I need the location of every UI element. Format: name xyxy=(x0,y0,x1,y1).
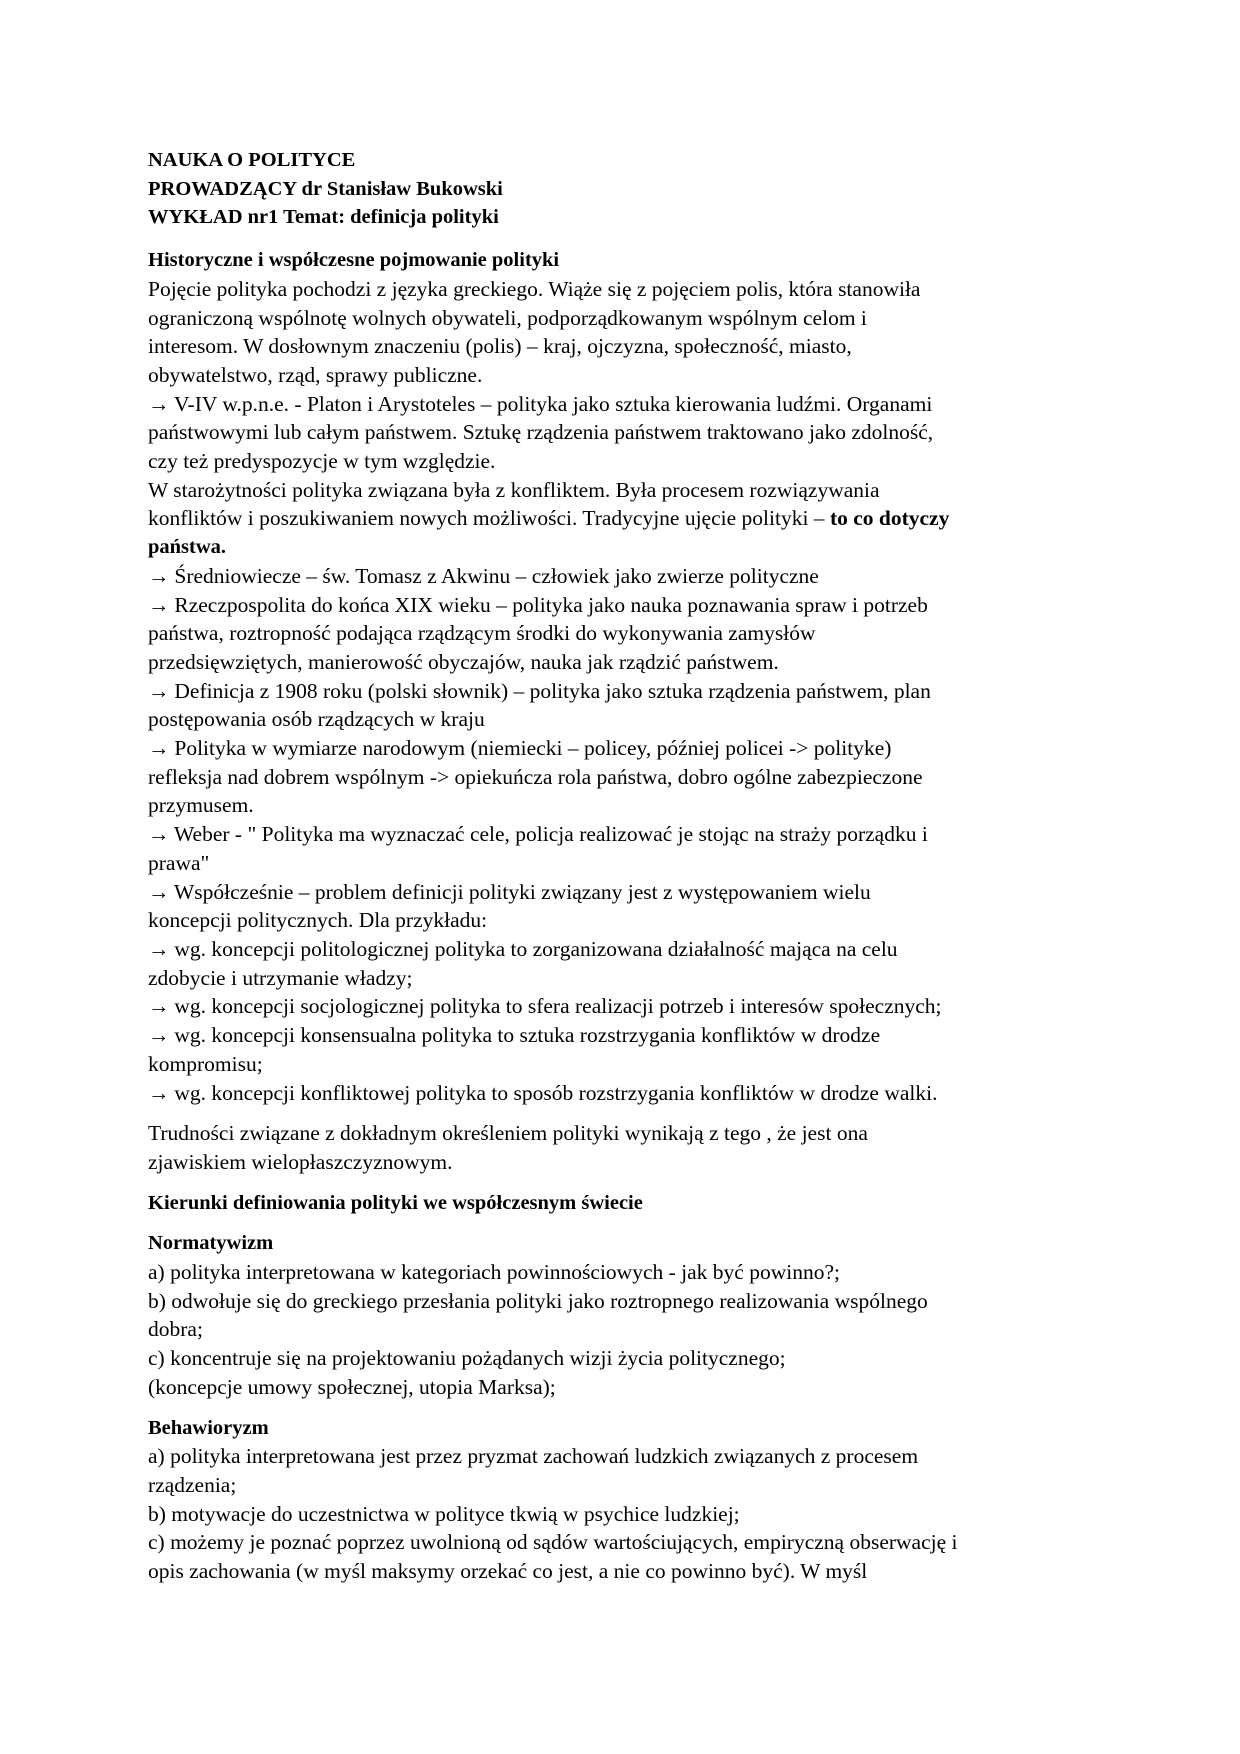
lecture-topic: WYKŁAD nr1 Temat: definicja polityki xyxy=(148,206,499,229)
list-item: (koncepcje umowy społecznej, utopia Marksa); xyxy=(148,1374,556,1399)
subheading-normativism: Normatywizm xyxy=(148,1232,274,1255)
arrow-icon: → xyxy=(148,1080,170,1105)
paragraph-line: zdobycie i utrzymanie władzy; xyxy=(148,965,413,990)
list-item: b) odwołuje się do greckiego przesłania polityki jako roztropnego realizowania wspólnego xyxy=(148,1288,928,1313)
bullet-commonwealth: → Rzeczpospolita do końca XIX wieku – polityka jako nauka poznawania spraw i potrzeb xyxy=(148,591,1103,620)
list-item: rządzenia; xyxy=(148,1472,237,1497)
paragraph-line: W starożytności polityka związana była z konfliktem. Była procesem rozwiązywania xyxy=(148,477,880,502)
bullet-definition-1908: → Definicja z 1908 roku (polski słownik) – polityka jako sztuka rządzenia państwem, plan xyxy=(148,677,1103,706)
paragraph-line: postępowania osób rządzących w kraju xyxy=(148,707,485,732)
section-heading-history: Historyczne i współczesne pojmowanie polityki xyxy=(148,249,560,272)
arrow-icon: → xyxy=(148,822,170,847)
arrow-icon: → xyxy=(148,1023,170,1048)
paragraph-line: państwowymi lub całym państwem. Sztukę rządzenia państwem traktowano jako zdolność, xyxy=(148,420,934,445)
arrow-icon: → xyxy=(148,563,170,588)
list-item: dobra; xyxy=(148,1317,203,1342)
bullet-national: → Polityka w wymiarze narodowym (niemiecki – policey, później policei -> polityke) xyxy=(148,734,1103,763)
bullet-concept-sociological: → wg. koncepcji socjologicznej polityka to sfera realizacji potrzeb i interesów społecznych; xyxy=(148,992,1103,1021)
bullet-contemporary: → Współcześnie – problem definicji polityki związany jest z występowaniem wielu xyxy=(148,878,1103,907)
arrow-icon: → xyxy=(148,678,170,703)
list-item: a) polityka interpretowana jest przez pryzmat zachowań ludzkich związanych z procesem xyxy=(148,1444,919,1469)
arrow-icon: → xyxy=(148,391,170,416)
bullet-weber: → Weber - " Polityka ma wyznaczać cele, policja realizować je stojąc na straży porządku i xyxy=(148,820,1103,849)
emphasis-text: to co dotyczy xyxy=(829,506,950,531)
paragraph-line: przedsięwziętych, manierowość obyczajów, nauka jak rządzić państwem. xyxy=(148,649,779,674)
arrow-icon: → xyxy=(148,736,170,761)
arrow-icon: → xyxy=(148,879,170,904)
paragraph-line: państwa, roztropność podająca rządzącym środki do wykonywania zamysłów xyxy=(148,621,816,646)
paragraph-line: koncepcji politycznych. Dla przykładu: xyxy=(148,908,488,933)
document-page xyxy=(148,146,1103,1586)
bullet-concept-politological: → wg. koncepcji politologicznej polityka to zorganizowana działalność mająca na celu xyxy=(148,935,1103,964)
section-heading-directions: Kierunki definiowania polityki we współczesnym świecie xyxy=(148,1191,643,1214)
paragraph-line: przymusem. xyxy=(148,793,254,818)
arrow-icon: → xyxy=(148,592,170,617)
paragraph-line: interesom. W dosłownym znaczeniu (polis) – kraj, ojczyzna, społeczność, miasto, xyxy=(148,334,852,359)
bullet-middle-ages: → Średniowiecze – św. Tomasz z Akwinu – człowiek jako zwierze polityczne xyxy=(148,562,1103,591)
bullet-platon: → V-IV w.p.n.e. - Platon i Arystoteles – polityka jako sztuka kierowania ludźmi. Organami xyxy=(148,390,1103,419)
arrow-icon: → xyxy=(148,936,170,961)
paragraph-line: obywatelstwo, rząd, sprawy publiczne. xyxy=(148,362,483,387)
list-item: opis zachowania (w myśl maksymy orzekać co jest, a nie co powinno być). W myśl xyxy=(148,1559,868,1584)
paragraph-line: konfliktów i poszukiwaniem nowych możliwości. Tradycyjne ujęcie polityki – to co dotyczy xyxy=(148,506,950,531)
lecturer-line: PROWADZĄCY dr Stanisław Bukowski xyxy=(148,177,503,200)
paragraph-line: czy też predyspozycje w tym względzie. xyxy=(148,449,496,474)
document-title: NAUKA O POLITYCE xyxy=(148,149,356,171)
paragraph-line: prawa" xyxy=(148,850,210,875)
paragraph-line: kompromisu; xyxy=(148,1051,263,1076)
list-item: c) możemy je poznać poprzez uwolnioną od sądów wartościujących, empiryczną obserwację i xyxy=(148,1530,958,1555)
arrow-icon: → xyxy=(148,994,170,1019)
paragraph-line: Pojęcie polityka pochodzi z języka greckiego. Wiąże się z pojęciem polis, która stanowiła xyxy=(148,276,921,301)
paragraph-line: ograniczoną wspólnotę wolnych obywateli, podporządkowanym wspólnym celom i xyxy=(148,305,867,330)
paragraph-line: refleksja nad dobrem wspólnym -> opiekuńcza rola państwa, dobro ogólne zabezpieczone xyxy=(148,764,923,789)
list-item: a) polityka interpretowana w kategoriach powinnościowych - jak być powinno?; xyxy=(148,1260,840,1285)
bullet-concept-consensual: → wg. koncepcji konsensualna polityka to sztuka rozstrzygania konfliktów w drodze xyxy=(148,1021,1103,1050)
bullet-concept-conflict: → wg. koncepcji konfliktowej polityka to sposób rozstrzygania konfliktów w drodze walki. xyxy=(148,1079,1103,1108)
subheading-behaviorism: Behawioryzm xyxy=(148,1416,269,1439)
list-item: c) koncentruje się na projektowaniu pożądanych wizji życia politycznego; xyxy=(148,1346,786,1371)
paragraph-line: Trudności związane z dokładnym określeniem polityki wynikają z tego , że jest ona xyxy=(148,1121,868,1146)
emphasis-text: państwa. xyxy=(148,536,227,559)
paragraph-line: zjawiskiem wielopłaszczyznowym. xyxy=(148,1149,453,1174)
list-item: b) motywacje do uczestnictwa w polityce tkwią w psychice ludzkiej; xyxy=(148,1501,740,1526)
